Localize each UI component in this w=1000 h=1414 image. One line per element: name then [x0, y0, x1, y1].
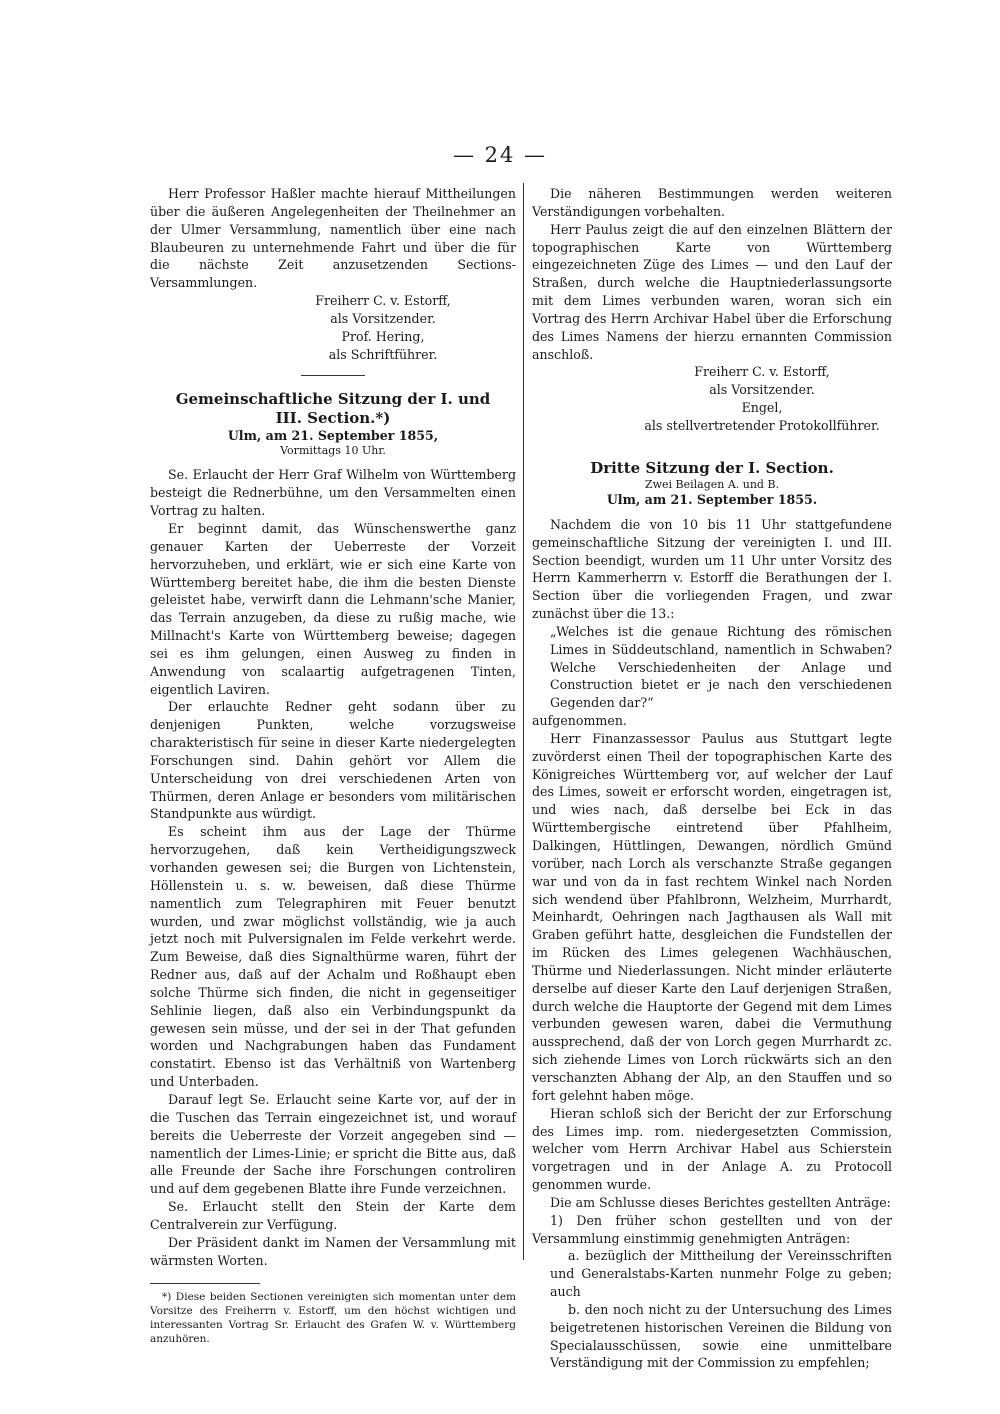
paragraph: Se. Erlaucht der Herr Graf Wilhelm von Württemberg besteigt die Rednerbühne, um den Versammelten einen Vortrag zu halten.: [150, 467, 516, 519]
paragraph: Nachdem die von 10 bis 11 Uhr stattgefundene gemeinschaftliche Sitzung der vereinigten I. und III. Section beendigt, wurden um 11 Uhr unter Vorsitz des Herrn Kammerherrn v. Estorff die Berathungen der I. Section über die vorliegenden Fragen, und zwar zunächst über die 13.:: [532, 516, 892, 622]
signature-line: als Vorsitzender.: [330, 310, 436, 326]
section-subheading: Zwei Beilagen A. und B.: [644, 477, 780, 491]
list-item: a. bezüglich der Mittheilung der Vereinsschriften und Generalstabs-Karten nunmehr Folge zu geben; auch: [550, 1248, 892, 1300]
paragraph: aufgenommen.: [532, 713, 627, 729]
section-separator: [301, 375, 365, 376]
quoted-question: „Welches ist die genaue Richtung des römischen Limes in Süddeutschland, namentlich in Schwaben? Welche Verschiedenheiten der Anlage und Construction bietet er je nach den verschiedenen Gegenden dar?“: [550, 623, 892, 711]
paragraph: Es scheint ihm aus der Lage der Thürme hervorzugehen, daß kein Vertheidigungszweck vorhanden gewesen sei; die Burgen von Lichtenstein, Höllenstein u. s. w. beweisen, daß diese Thürme namentlich zum Telegraphiren mit Feuer benutzt wurden, und zwar möglichst vollständig, wie ja auch jetzt noch mit Pulversignalen im Felde verkehrt werde. Zum Beweise, daß dies Signalthürme waren, führt der Redner aus, daß auf der Achalm und Roßhaupt eben solche Thürme sich finden, die nicht in gegenseitiger Sehlinie liegen, daß also ein Verbindungspunkt da gewesen sein müsse, und der sei in der That gefunden worden und Nachgrabungen haben das Fundament constatirt. Ebenso ist das Verhältniß von Wartenberg und Unterbaden.: [150, 824, 516, 1090]
paragraph: Die näheren Bestimmungen werden weiteren Verständigungen vorbehalten.: [532, 186, 892, 219]
section-heading: Gemeinschaftliche Sitzung der I. und: [175, 390, 491, 409]
section-heading: Dritte Sitzung der I. Section.: [590, 458, 834, 477]
meeting-date: Ulm, am 21. September 1855,: [227, 428, 439, 444]
paragraph: Der Präsident dankt im Namen der Versammlung mit wärmsten Worten.: [150, 1234, 516, 1268]
paragraph: Herr Finanzassessor Paulus aus Stuttgart legte zuvörderst einen Theil der topographischen Karte des Königreiches Württemberg vor, auf welcher der Lauf des Limes, soweit er erforscht worden, eingetragen ist, und wies nach, daß derselbe bei Eck in das Württembergische eintretend über Pfahlheim, Dalkingen, Hüttlingen, Dewangen, nördlich Gmünd vorüber, nach Lorch als verschanzte Straße gegangen war und von da in fast rechtem Winkel nach Norden sich wendend über Pfahlbronn, Welzheim, Murrhardt, Meinhardt, Oehringen nach Jagthausen als Wall mit Graben geführt hatte, desgleichen die Fundstellen der im Rücken des Limes gelegenen Wachhäuschen, Thürme und Niederlassungen. Nicht minder erläuterte derselbe auf dieser Karte den Lauf derjenigen Straßen, durch welche die Hauptorte der Gegend mit dem Limes verbunden gewesen waren, dabei die Vermuthung aussprechend, daß der von Lorch gegen Murrhardt zc. sich ziehende Limes von Lorch rückwärts sich an den verschanzten Abhang der Alp, an den Stauffen und so fort gelehnt haben möge.: [532, 730, 892, 1103]
left-column: [150, 185, 516, 1346]
footnote-rule: [150, 1283, 260, 1284]
paragraph: Herr Paulus zeigt die auf den einzelnen Blättern der topographischen Karte von Württemberg eingezeichneten Züge des Limes — und den Lauf der Straßen, durch welche die Hauptniederlassungsorte mit dem Limes verbunden waren, woran sich ein Vortrag des Herrn Archivar Habel über die Erforschung des Limes Namens der hierzu ernannten Commission anschloß.: [532, 221, 892, 362]
signature-line: Prof. Hering,: [341, 328, 425, 344]
meeting-time: Vormittags 10 Uhr.: [280, 444, 386, 458]
right-column: [532, 185, 892, 1372]
list-item: b. den noch nicht zu der Untersuchung des Limes beigetretenen historischen Vereinen die Bildung von Specialausschüssen, sowie eine unmittelbare Verständigung mit der Commission zu empfehlen;: [550, 1301, 892, 1371]
paragraph: Hieran schloß sich der Bericht der zur Erforschung des Limes imp. rom. niedergesetzten Commission, welcher vom Herrn Archivar Habel aus Schierstein vorgetragen und in der Anlage A. zu Protocoll genommen wurde.: [532, 1105, 892, 1193]
paragraph: Se. Erlaucht stellt den Stein der Karte dem Centralverein zur Verfügung.: [150, 1199, 516, 1232]
paragraph: Er beginnt damit, das Wünschenswerthe ganz genauer Karten der Ueberreste der Vorzeit hervorzuheben, und erklärt, wie er sich eine Karte von Württemberg bereitet habe, die ihm die besten Dienste geleistet habe, verwirft dann die Lehmann'sche Manier, das Terrain anzugeben, da diese zu rußig mache, wie Millnacht's Karte von Württemberg beweise; dagegen sei es ihm gelungen, einen Ausweg zu finden in Anwendung von scalaartig aufgetragenen Tinten, eigentlich Laviren.: [150, 520, 516, 697]
column-divider: [523, 183, 524, 1260]
meeting-date: Ulm, am 21. September 1855.: [606, 491, 818, 507]
signature-line: Freiherr C. v. Estorff,: [694, 364, 830, 380]
list-item: 1) Den früher schon gestellten und von der Versammlung einstimmig genehmigten Anträgen:: [532, 1212, 892, 1246]
page-number: — 24 —: [452, 143, 548, 167]
footnote: *) Diese beiden Sectionen vereinigten sich momentan unter dem Vorsitze des Freiherrn v. Estorff, um den höchst wichtigen und interessanten Vortrag Sr. Erlaucht des Grafen W. v. Württemberg anzuhören.: [150, 1291, 516, 1346]
signature-line: als Schriftführer.: [328, 346, 438, 362]
paragraph: Die am Schlusse dieses Berichtes gestellten Anträge:: [550, 1194, 891, 1210]
signature-line: als stellvertretender Protokollführer.: [644, 417, 880, 433]
section-heading: III. Section.*): [275, 409, 391, 428]
paragraph: Der erlauchte Redner geht sodann über zu denjenigen Punkten, welche vorzugsweise charakteristisch für seine in dieser Karte niedergelegten Forschungen sind. Dahin gehört vor Allem die Unterscheidung von drei verschiedenen Arten von Thürmen, deren Anlage er besonders vom militärischen Standpunkte aus würdigt.: [150, 699, 516, 822]
paragraph: Herr Professor Haßler machte hierauf Mittheilungen über die äußeren Angelegenheiten der Theilnehmer an der Ulmer Versammlung, namentlich über eine nach Blaubeuren zu unternehmende Fahrt und über die für die nächste Zeit anzusetzenden Sections-Versammlungen.: [150, 186, 516, 291]
signature-line: als Vorsitzender.: [709, 382, 815, 398]
paragraph: Darauf legt Se. Erlaucht seine Karte vor, auf der in die Tuschen das Terrain eingezeichnet ist, und worauf bereits die Ueberreste der Vorzeit angegeben sind — namentlich der Limes-Linie; er spricht die Bitte aus, daß alle Freunde der Sache ihre Forschungen controliren und auf dem gegebenen Blatte ihre Funde verzeichnen.: [150, 1091, 516, 1197]
signature-line: Freiherr C. v. Estorff,: [315, 293, 451, 309]
signature-line: Engel,: [741, 400, 783, 416]
